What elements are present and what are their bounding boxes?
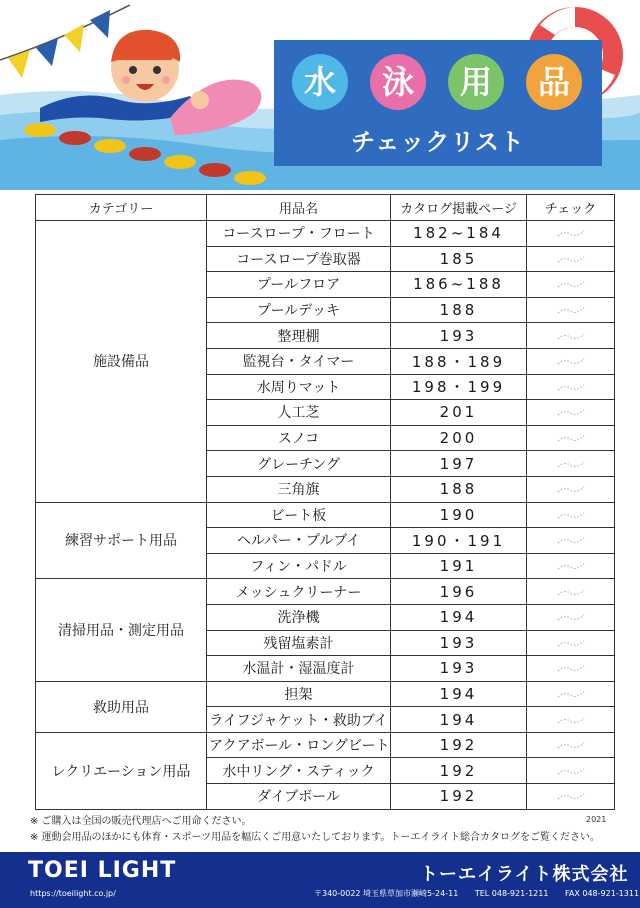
check-cell[interactable]	[527, 630, 615, 656]
checkbox-dots-icon[interactable]	[556, 689, 586, 699]
checkbox-dots-icon[interactable]	[556, 510, 586, 520]
table-row	[36, 221, 615, 247]
category-cell: 練習サポート用品	[36, 502, 207, 579]
catalog-page-cell: 191	[391, 553, 527, 579]
header-item-name: 用品名	[207, 195, 391, 221]
category-cell: 清掃用品・測定用品	[36, 579, 207, 681]
catalog-page-cell: 194	[391, 604, 527, 630]
flag-yellow-2	[64, 24, 84, 52]
catalog-page-cell: 201	[391, 400, 527, 426]
phone-number: TEL 048-921-1211	[474, 889, 549, 898]
check-cell[interactable]	[527, 272, 615, 298]
title-chars	[274, 54, 602, 116]
item-name-cell: メッシュクリーナー	[207, 579, 391, 605]
catalog-page-cell: 192	[391, 732, 527, 758]
catalog-page-cell: 193	[391, 656, 527, 682]
checkbox-dots-icon[interactable]	[556, 612, 586, 622]
website-link[interactable]: https://toeilight.co.jp/	[30, 889, 116, 898]
catalog-page-cell: 190	[391, 502, 527, 528]
checkbox-dots-icon[interactable]	[556, 638, 586, 648]
check-cell[interactable]	[527, 656, 615, 682]
catalog-page-cell: 194	[391, 681, 527, 707]
checkbox-dots-icon[interactable]	[556, 433, 586, 443]
checkbox-dots-icon[interactable]	[556, 331, 586, 341]
catalog-page-cell: 186~188	[391, 272, 527, 298]
header-check: チェック	[527, 195, 615, 221]
check-cell[interactable]	[527, 579, 615, 605]
check-cell[interactable]	[527, 758, 615, 784]
table-row	[36, 579, 615, 605]
checkbox-dots-icon[interactable]	[556, 766, 586, 776]
title-char-3: 用	[448, 54, 504, 110]
check-cell[interactable]	[527, 451, 615, 477]
catalog-page-cell: 188・189	[391, 348, 527, 374]
check-cell[interactable]	[527, 784, 615, 810]
catalog-page-cell: 193	[391, 323, 527, 349]
check-cell[interactable]	[527, 707, 615, 733]
catalog-page-cell: 200	[391, 425, 527, 451]
item-name-cell: 三角旗	[207, 476, 391, 502]
item-name-cell: 人工芝	[207, 400, 391, 426]
item-name-cell: ダイブボール	[207, 784, 391, 810]
note-1: ※ ご購入は全国の販売代理店へご用命ください。	[30, 816, 252, 827]
year-mark: 2021	[586, 815, 607, 824]
item-name-cell: アクアボール・ロングビート	[207, 732, 391, 758]
item-name-cell: 監視台・タイマー	[207, 348, 391, 374]
item-name-cell: 残留塩素計	[207, 630, 391, 656]
company-logo: TOEI LIGHT	[28, 858, 177, 883]
catalog-page-cell: 194	[391, 707, 527, 733]
category-cell: レクリエーション用品	[36, 732, 207, 809]
checklist-table	[35, 194, 615, 810]
check-cell[interactable]	[527, 502, 615, 528]
item-name-cell: 水周りマット	[207, 374, 391, 400]
fax-number: FAX 048-921-1311	[565, 889, 640, 898]
check-cell[interactable]	[527, 732, 615, 758]
checkbox-dots-icon[interactable]	[556, 561, 586, 571]
item-name-cell: フィン・パドル	[207, 553, 391, 579]
check-cell[interactable]	[527, 604, 615, 630]
checkbox-dots-icon[interactable]	[556, 740, 586, 750]
table-row	[36, 732, 615, 758]
item-name-cell: 水中リング・スティック	[207, 758, 391, 784]
table-body	[36, 221, 615, 810]
check-cell[interactable]	[527, 246, 615, 272]
check-cell[interactable]	[527, 425, 615, 451]
company-address	[314, 888, 640, 899]
flag-yellow	[8, 50, 30, 78]
header-category: カテゴリー	[36, 195, 207, 221]
item-name-cell: 担架	[207, 681, 391, 707]
swimmer-child	[40, 30, 200, 122]
check-cell[interactable]	[527, 221, 615, 247]
title-panel	[274, 40, 602, 166]
catalog-page-cell: 196	[391, 579, 527, 605]
check-cell[interactable]	[527, 323, 615, 349]
title-char-1: 水	[292, 54, 348, 110]
title-char-4: 品	[526, 54, 582, 110]
checkbox-dots-icon[interactable]	[556, 305, 586, 315]
checkbox-dots-icon[interactable]	[556, 715, 586, 725]
checkbox-dots-icon[interactable]	[556, 382, 586, 392]
catalog-page-cell: 182~184	[391, 221, 527, 247]
check-cell[interactable]	[527, 374, 615, 400]
item-name-cell: ビート板	[207, 502, 391, 528]
item-name-cell: スノコ	[207, 425, 391, 451]
check-cell[interactable]	[527, 528, 615, 554]
notes	[30, 814, 620, 846]
checkbox-dots-icon[interactable]	[556, 228, 586, 238]
checkbox-dots-icon[interactable]	[556, 407, 586, 417]
page-subtitle: チェックリスト	[351, 128, 525, 156]
table-row	[36, 502, 615, 528]
catalog-page-cell: 198・199	[391, 374, 527, 400]
checkbox-dots-icon[interactable]	[556, 587, 586, 597]
check-cell[interactable]	[527, 348, 615, 374]
checkbox-dots-icon[interactable]	[556, 459, 586, 469]
category-cell: 施設備品	[36, 221, 207, 503]
catalog-page-cell: 185	[391, 246, 527, 272]
item-name-cell: ヘルパー・プルブイ	[207, 528, 391, 554]
check-cell[interactable]	[527, 553, 615, 579]
note-2: ※ 運動会用品のほかにも体育・スポーツ用品を幅広くご用意いたしております。トーエイライト総合カタログをご覧ください。	[30, 832, 601, 843]
catalog-page-cell: 190・191	[391, 528, 527, 554]
flag-blue-2	[90, 10, 110, 38]
postal-address: 〒340-0022 埼玉県草加市瀬崎5-24-11	[314, 889, 459, 898]
item-name-cell: グレーチング	[207, 451, 391, 477]
header-catalog-page: カタログ掲載ページ	[391, 195, 527, 221]
catalog-page-cell: 197	[391, 451, 527, 477]
title-char-2: 泳	[370, 54, 426, 110]
table-header-row	[36, 195, 615, 221]
checkbox-dots-icon[interactable]	[556, 535, 586, 545]
checkbox-dots-icon[interactable]	[556, 279, 586, 289]
item-name-cell: 水温計・湿温度計	[207, 656, 391, 682]
check-cell[interactable]	[527, 400, 615, 426]
item-name-cell: コースロープ・フロート	[207, 221, 391, 247]
company-name: トーエイライト株式会社	[420, 864, 629, 885]
checkbox-dots-icon[interactable]	[556, 254, 586, 264]
check-cell[interactable]	[527, 476, 615, 502]
header-illustration	[0, 0, 640, 190]
item-name-cell: プールフロア	[207, 272, 391, 298]
item-name-cell: プールデッキ	[207, 297, 391, 323]
catalog-page-cell: 192	[391, 758, 527, 784]
footer	[0, 852, 640, 908]
category-cell: 救助用品	[36, 681, 207, 732]
check-cell[interactable]	[527, 681, 615, 707]
item-name-cell: 整理棚	[207, 323, 391, 349]
catalog-page-cell: 188	[391, 476, 527, 502]
item-name-cell: 洗浄機	[207, 604, 391, 630]
catalog-page-cell: 192	[391, 784, 527, 810]
checkbox-dots-icon[interactable]	[556, 484, 586, 494]
item-name-cell: ライフジャケット・救助ブイ	[207, 707, 391, 733]
check-cell[interactable]	[527, 297, 615, 323]
checkbox-dots-icon[interactable]	[556, 663, 586, 673]
catalog-page-cell: 188	[391, 297, 527, 323]
item-name-cell: コースロープ巻取器	[207, 246, 391, 272]
table-row	[36, 681, 615, 707]
checkbox-dots-icon[interactable]	[556, 791, 586, 801]
catalog-page-cell: 193	[391, 630, 527, 656]
checkbox-dots-icon[interactable]	[556, 356, 586, 366]
